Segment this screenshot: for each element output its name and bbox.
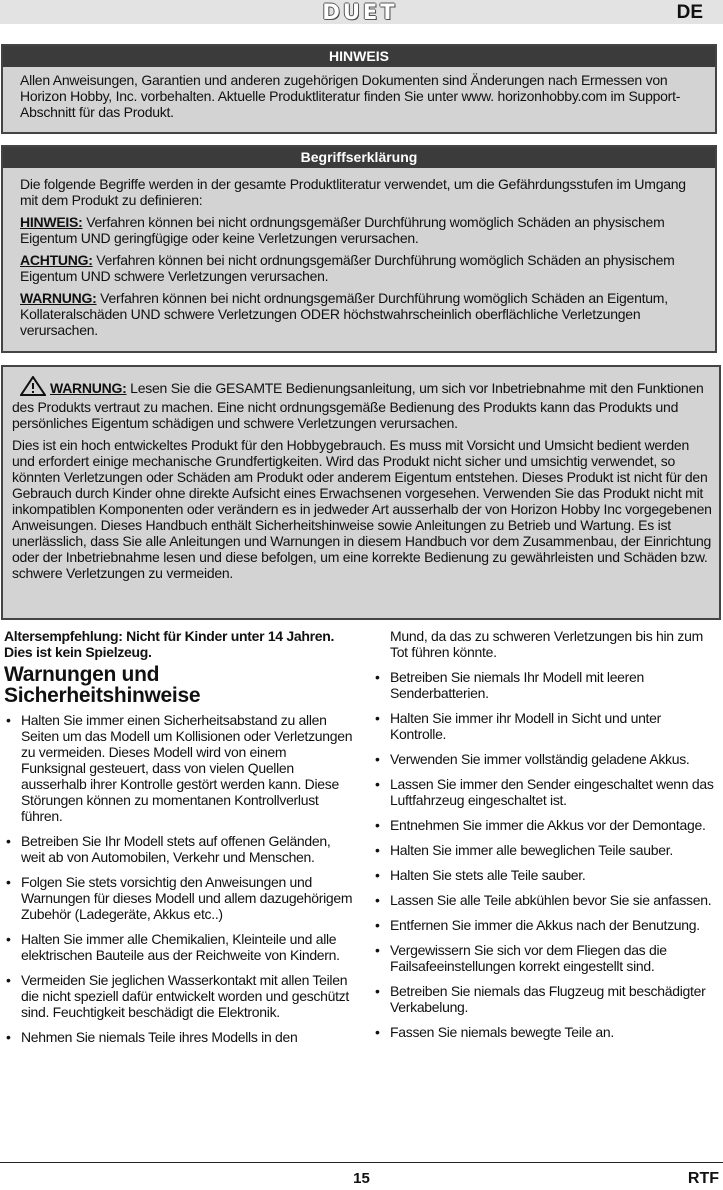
hinweis-title: HINWEIS: [3, 46, 715, 67]
edition-label: RTF: [687, 1170, 719, 1187]
list-item: • Lassen Sie immer den Sender eingeschaltet wenn das Luftfahrzeug eingeschaltet ist.: [373, 776, 718, 808]
definition-warnung: [20, 290, 705, 338]
list-item-continuation: Mund, da das zu schweren Verletzungen bis hin zum Tot führen könnte.: [390, 628, 703, 660]
list-item: • Vermeiden Sie jeglichen Wasserkontakt mit allen Teilen die nicht speziell dafür entwickelt worden und geschützt sind. Feuchtigkeit beschädigt die Elektronik.: [4, 972, 354, 1020]
list-item: • Betreiben Sie Ihr Modell stets auf offenen Geländen, weit ab von Automobilen, Verkehr und Menschen.: [4, 833, 354, 865]
footer-divider: [0, 1162, 723, 1163]
list-item: • Halten Sie immer ihr Modell in Sicht und unter Kontrolle.: [373, 710, 718, 742]
term-text: Verfahren können bei nicht ordnungsgemäßer Durchführung womöglich Schäden an physischem Eigentum UND schwere Verletzungen verursachen.: [20, 252, 675, 284]
term-label: ACHTUNG:: [20, 252, 93, 268]
list-item: • Folgen Sie stets vorsichtig den Anweisungen und Warnungen für dieses Modell und allem dazugehörigem Zubehör (Ladegeräte, Akkus etc..): [4, 874, 354, 922]
list-item: • Halten Sie stets alle Teile sauber.: [373, 867, 718, 883]
list-item: • Halten Sie immer alle beweglichen Teile sauber.: [373, 842, 718, 858]
safety-list-right: [373, 669, 718, 1040]
warning-label: WARNUNG:: [50, 380, 127, 396]
list-item: • Halten Sie immer einen Sicherheitsabstand zu allen Seiten um das Modell um Kollisionen oder Verletzungen zu vermeiden. Dieses Modell wird von einem Funksignal gesteuert, dass von vielen Quellen ausserhalb ihrer Kontrolle gestört werden kann. Diese Störungen können zu momentanen Kontrollverlust führen.: [4, 712, 354, 824]
warning-triangle-icon: [20, 376, 46, 399]
list-item: • Vergewissern Sie sich vor dem Fliegen das die Failsafeeinstellungen korrekt eingestellt sind.: [373, 942, 718, 974]
definitions-intro: Die folgende Begriffe werden in der gesamte Produktliteratur verwendet, um die Gefährdungsstufen im Umgang mit dem Produkt zu definieren:: [20, 176, 686, 208]
list-item: • Betreiben Sie niemals das Flugzeug mit beschädigter Verkabelung.: [373, 983, 718, 1015]
duet-logo: DUET: [322, 0, 398, 24]
hinweis-notice-box: [1, 44, 717, 134]
definition-achtung: [20, 252, 705, 284]
list-item: • Betreiben Sie niemals Ihr Modell mit leeren Senderbatterien.: [373, 669, 718, 701]
hinweis-text: Allen Anweisungen, Garantien und anderen zugehörigen Dokumenten sind Änderungen nach Ermessen von Horizon Hobby, Inc. vorbehalten. Aktuelle Produktliteratur finden Sie unter www. horizonhobby.com im Support-Abschnitt für das Produkt.: [20, 72, 681, 120]
list-item: • Lassen Sie alle Teile abkühlen bevor Sie sie anfassen.: [373, 892, 718, 908]
warning-intro: [12, 376, 713, 431]
warning-details: Dies ist ein hoch entwickeltes Produkt für den Hobbygebrauch. Es muss mit Vorsicht und Umsicht bedient werden und erfordert einige mechanische Grundfertigkeiten. Wird das Produkt nicht sicher und umsichtig verwendet, so könnten Verletzungen oder Schäden am Produkt oder anderem Eigentum entstehen. Dieses Produkt ist nicht für den Gebrauch durch Kinder ohne direkte Aufsicht eines Erwachsenen vorgesehen. Verwenden Sie das Produkt nicht mit inkompatiblen Komponenten oder verändern es in jedweder Art ausserhalb der von Horizon Hobby Inc vorgegebenen Anweisungen. Dieses Handbuch enthält Sicherheitshinweise sowie Anleitungen zu Betrieb und Wartung. Es ist unerlässlich, dass Sie alle Anleitungen und Warnungen in diesem Handbuch vor dem Zusammenbau, der Einrichtung oder der Inbetriebnahme lesen und diese befolgen, um eine korrekte Bedienung zu gewährleisten und Schäden bzw. schwere Verletzungen zu vermeiden.: [12, 437, 712, 581]
term-label: WARNUNG:: [20, 290, 97, 306]
warning-box: [1, 365, 721, 620]
definitions-box: [1, 145, 717, 353]
list-item: • Entnehmen Sie immer die Akkus vor der Demontage.: [373, 817, 718, 833]
definitions-title: Begriffserklärung: [3, 147, 715, 168]
list-item: • Fassen Sie niemals bewegte Teile an.: [373, 1024, 718, 1040]
warning-text: Lesen Sie die GESAMTE Bedienungsanleitung, um sich vor Inbetriebnahme mit den Funktionen des Produkts vertraut zu machen. Eine nicht ordnungsgemäße Bedienung des Produkts kann das Produkts und persönliches Eigentum schädigen und schwere Verletzungen verursachen.: [12, 380, 704, 431]
list-item: • Verwenden Sie immer vollständig geladene Akkus.: [373, 751, 718, 767]
page-header: [0, 0, 723, 24]
safety-list-left: [4, 712, 354, 1045]
page-number: 15: [353, 1170, 370, 1187]
list-item: • Nehmen Sie niemals Teile ihres Modells in den: [4, 1029, 354, 1045]
definition-hinweis: [20, 214, 705, 246]
term-text: Verfahren können bei nicht ordnungsgemäßer Durchführung womöglich Schäden an physischem Eigentum UND geringfügige oder keine Verletzungen verursachen.: [20, 214, 665, 246]
list-item: • Halten Sie immer alle Chemikalien, Kleinteile und alle elektrischen Bauteile aus der Reichweite von Kindern.: [4, 931, 354, 963]
list-item: • Entfernen Sie immer die Akkus nach der Benutzung.: [373, 917, 718, 933]
language-code: DE: [676, 2, 703, 23]
term-text: Verfahren können bei nicht ordnungsgemäßer Durchführung womöglich Schäden an Eigentum, Kollateralschäden UND schwere Verletzungen ODER höchstwahrscheinlich oberflächliche Verletzungen verursachen.: [20, 290, 668, 338]
safety-heading: Warnungen und Sicherheitshinweise: [4, 663, 201, 707]
term-label: HINWEIS:: [20, 214, 83, 230]
age-recommendation: Altersempfehlung: Nicht für Kinder unter 14 Jahren. Dies ist kein Spielzeug.: [4, 628, 335, 660]
safety-column-left: [4, 628, 354, 1054]
safety-column-right: [373, 628, 718, 1049]
